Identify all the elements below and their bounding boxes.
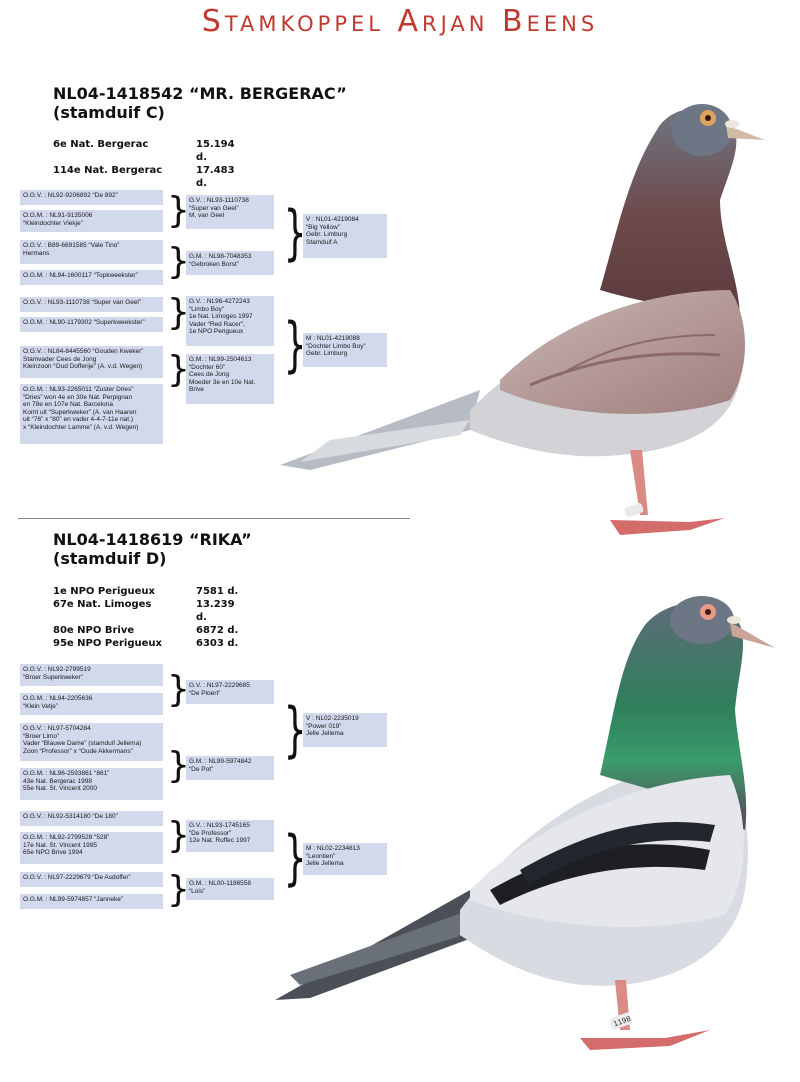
pedigree-gv-1: G.V. : NL93-1110738 “Super van Geel” M. van Geel	[186, 195, 274, 229]
pedigree-gm-2: G.M. : NL99-2504613 “Dochter 60” Cees de Jong Moeder 3e en 10e Nat. Brive	[186, 354, 274, 404]
ring-text: 1198	[612, 1014, 632, 1029]
pedigree-gv-2: G.V. : NL93-1745165 “De Professor” 12e Nat. Ruffec 1997	[186, 820, 274, 852]
result-race: 95e NPO Perigueux	[53, 638, 162, 649]
pedigree-gv-1: G.V. : NL97-2229685 “De Ploert”	[186, 680, 274, 704]
result-race: 114e Nat. Bergerac	[53, 165, 163, 176]
pedigree-ogv-2: O.G.V. : NL97-5704284 “Broer Limo” Vader “Blauwe Dame” (stamduif Jellema) Zoon “Professor” x “Oude Akkermans”	[20, 723, 163, 761]
pedigree-gm-2: G.M. : NL00-1186558 “Lois”	[186, 878, 274, 900]
pedigree-father: V : NL02-2235019 “Power 019” Jelle Jellema	[303, 713, 387, 747]
result-birds: 15.194 d.	[196, 139, 235, 163]
pedigree-gv-2: G.V. : NL96-4272243 “Limbo Boy” 1e Nat. Limoges 1997 Vader “Red Racer”, 1e NPO Perigueux	[186, 296, 274, 346]
bird-2-name: NL04-1418619 “RIKA”	[53, 530, 252, 549]
result-row	[53, 624, 248, 637]
bird-1-subtitle: (stamduif C)	[53, 103, 165, 122]
brace-icon: }	[167, 669, 190, 710]
brace-icon: }	[283, 198, 307, 268]
pedigree-ogm-3: O.G.M. : NL90-1179302 “Superkweekster”	[20, 317, 163, 332]
result-birds: 7581 d.	[196, 586, 239, 597]
section-divider	[18, 518, 410, 519]
pedigree-ogm-2: O.G.M. : NL96-2593861 “861” 43e Nat. Bergerac 1998 55e Nat. St. Vincent 2000	[20, 768, 163, 800]
result-row	[53, 585, 248, 598]
pedigree-ogv-1: O.G.V. : NL92-2799519 “Broer Superkweker”	[20, 664, 163, 686]
pedigree-ogm-3: O.G.M. : NL92-2799528 “528” 17e Nat. St. Vincent 1995 65e NPO Brive 1994	[20, 832, 163, 864]
bird-2-subtitle: (stamduif D)	[53, 549, 167, 568]
bird-1-results	[53, 138, 248, 190]
result-birds: 17.483 d.	[196, 165, 235, 189]
pedigree-gm-1: G.M. : NL98-7048353 “Gebroken Borst”	[186, 251, 274, 275]
result-row	[53, 164, 248, 190]
brace-icon: }	[283, 823, 307, 893]
brace-icon: }	[167, 869, 190, 910]
pedigree-ogm-4: O.G.M. : NL93-2265011 “Zuster Dries” “Dries” won 4e en 30e Nat. Perpignan en 78e en 107e Nat. Barcelona Komt uit “Superkweker” (A. van Haaren uit “76” x “80” en vader 4-4-7-11e nat.) x “Kleindochter Lamme” (A. v.d. Wegen)	[20, 384, 163, 444]
pedigree-ogm-4: O.G.M. : NL99-5974857 “Janneke”	[20, 894, 163, 909]
pedigree-ogv-4: O.G.V. : NL97-2229679 “De Asdoffer”	[20, 872, 163, 887]
pedigree-father: V : NL01-4219084 “Big Yellow” Gebr. Limburg Stamduif A	[303, 214, 387, 258]
result-birds: 6872 d.	[196, 625, 239, 636]
result-race: 80e NPO Brive	[53, 625, 135, 636]
page-title: Stamkoppel Arjan Beens	[201, 4, 599, 39]
result-birds: 13.239 d.	[196, 599, 235, 623]
pedigree-mother: M : NL02-2234813 “Leontien” Jelle Jellema	[303, 843, 387, 875]
pedigree-ogv-3: O.G.V. : NL93-1110738 “Super van Geel”	[20, 297, 163, 312]
result-race: 1e NPO Perigueux	[53, 586, 156, 597]
brace-icon: }	[167, 745, 190, 786]
brace-icon: }	[283, 310, 307, 380]
pedigree-ogm-1: O.G.M. : NL94-2205636 “Klein Vetje”	[20, 693, 163, 715]
pedigree-gm-1: G.M. : NL99-5974842 “De Pot”	[186, 756, 274, 780]
result-birds: 6303 d.	[196, 638, 239, 649]
brace-icon: }	[167, 190, 190, 231]
pigeon-mr-bergerac-image	[270, 90, 790, 550]
pedigree-ogv-1: O.G.V. : NL92-9206892 “De 892”	[20, 190, 163, 205]
brace-icon: }	[167, 349, 190, 390]
pedigree-ogm-1: O.G.M. : NL91-9135006 “Kleindochter Viekje”	[20, 210, 163, 232]
brace-icon: }	[167, 241, 190, 282]
pedigree-ogv-3: O.G.V. : NL92-5314180 “De 180”	[20, 811, 163, 826]
brace-icon: }	[167, 292, 190, 333]
brace-icon: }	[167, 815, 190, 856]
result-row	[53, 637, 248, 650]
result-race: 67e Nat. Limoges	[53, 599, 152, 610]
result-row	[53, 138, 248, 164]
bird-1-name: NL04-1418542 “MR. BERGERAC”	[53, 84, 347, 103]
bird-2-results	[53, 585, 248, 650]
pedigree-mother: M : NL01-4219088 “Dochter Limbo Boy” Gebr. Limburg	[303, 333, 387, 367]
result-row	[53, 598, 248, 624]
result-race: 6e Nat. Bergerac	[53, 139, 149, 150]
pedigree-ogm-2: O.G.M. : NL94-1600117 “Topkweekster”	[20, 270, 163, 285]
pigeon-rika-image	[270, 590, 790, 1070]
brace-icon: }	[283, 695, 307, 765]
pedigree-ogv-2: O.G.V. : B89-6691585 “Vale Tino” Hermans	[20, 240, 163, 264]
pedigree-ogv-4: O.G.V. : NL84-8445560 “Gouden Kweker” Stamvader Cees de Jong Kleinzoon “Oud Dofferije” (A. v.d. Wegen)	[20, 346, 163, 378]
